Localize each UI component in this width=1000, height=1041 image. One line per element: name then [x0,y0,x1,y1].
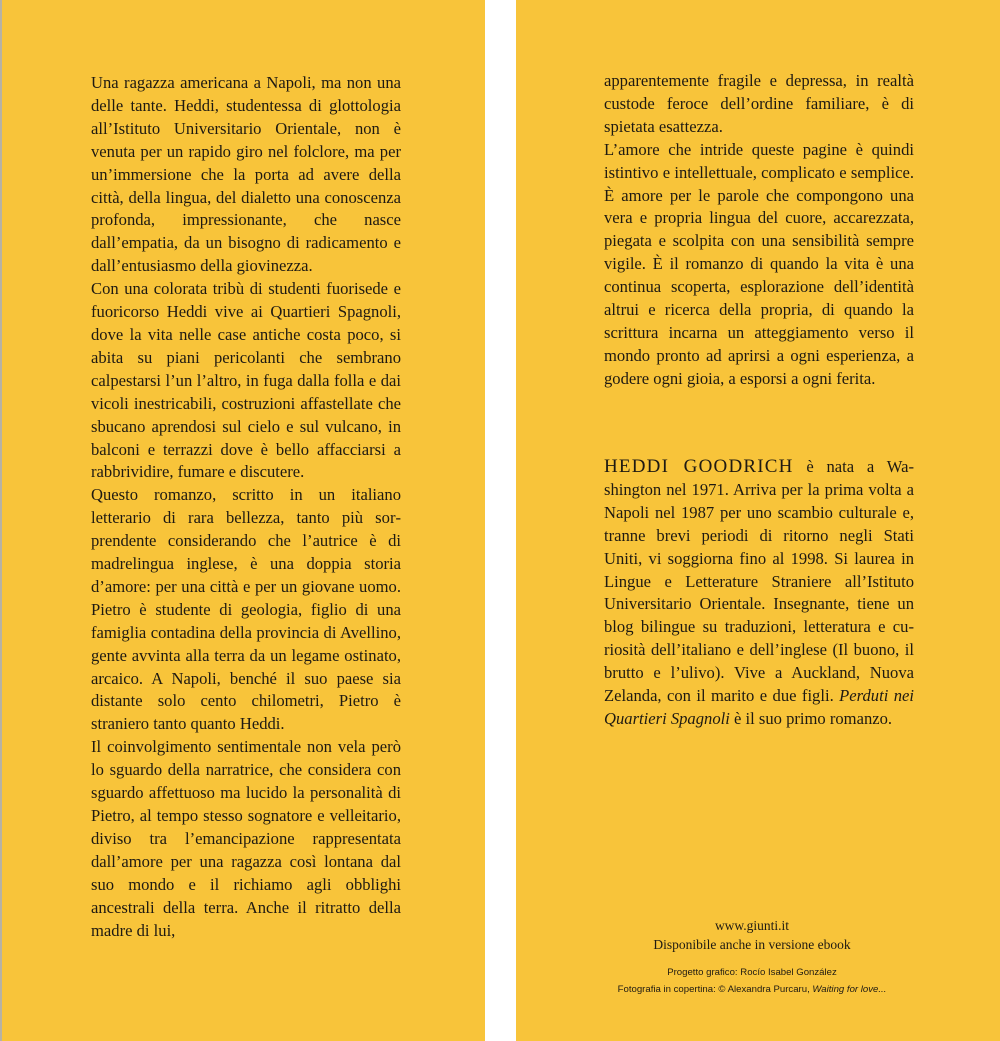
back-flap-right [516,0,1000,1041]
synopsis-paragraph-3: Questo romanzo, scritto in un italiano letterario di rara bellezza, tanto più sorprendente considerando che l’autrice è di madrelingua inglese, è una doppia storia d’amore: per una città e per un giovane uomo. Pietro è studente di geologia, figlio di una famiglia contadina della provincia di Avellino, gente avvinta alla terra da un legame ostinato, arcaico. A Napoli, benché il suo paese sia distante solo cento chilometri, Pietro è straniero tanto quanto Heddi. [91,485,401,734]
synopsis-paragraph-1: Una ragazza americana a Napoli, ma non una delle tante. Heddi, studentessa di glottologia all’Istituto Universitario Orientale, non è venuta per un rapido giro nel folclore, ma per un’immersione che la porta ad avere della città, della lingua, del dialetto una conoscenza profonda, impressionante, che nasce dall’empatia, da un bisogno di radicamento e dall’entusiasmo della giovinezza. [91,73,401,276]
book-title: Perduti nei Quartieri Spagnoli [604,686,915,728]
ebook-note: Disponibile anche in versione ebook [653,937,851,952]
credits [510,964,994,998]
photo-credit-text: Fotografia in copertina: © Alexandra Purcaru, [617,984,813,995]
synopsis-column-left [91,72,401,942]
back-flap-left [0,0,485,1041]
synopsis-column-right [604,70,914,391]
synopsis-paragraph-2: Con una colorata tribù di studenti fuorisede e fuoricorso Heddi vive ai Quartieri Spagnoli, dove la vita nelle case antiche costa poco, si abita su piani pericolanti che sembrano calpestarsi l’un l’altro, in fuga dalla folla e dai vicoli inestricabili, costruzioni affastellate che sbucano aprendosi sul cielo e sul vulcano, in balconi e terrazzi dove è bello affacciarsi a rabbrividire, fumare e discutere. [91,279,401,482]
photo-credit [510,981,994,998]
synopsis-paragraph-4: Il coinvolgimento sentimentale non vela però lo sguardo della narratrice, che considera con sguardo affettuoso ma lucido la personalità di Pietro, al tempo stesso sognatore e velleitario, diviso tra l’emancipazione rappresentata dall’amore per una ragazza così lontana dal suo mondo e il richiamo agli obblighi ancestrali della terra. Anche il ritratto della madre di lui, [91,737,401,940]
author-bio-end: è il suo primo romanzo. [729,708,893,728]
author-bio-text: è nata a Washington nel 1971. Arriva per la prima volta a Napoli nel 1987 per uno scambio culturale e, tranne brevi periodi di ritorno negli Stati Uniti, vi soggiorna fino al 1998. Si laurea in Lingue e Letterature Straniere all’Istituto Universitario Orientale. Insegnante, tiene un blog bilingue su traduzioni, letteratura e curiosità dell’italiano e dell’inglese (Il buono, il brutto e l’ulivo). Vive a Auckland, Nuova Zelanda, con il marito e due figli. [604,457,914,706]
author-name: HEDDI GOODRICH [604,456,794,477]
synopsis-paragraph-5: apparentemente fragile e depressa, in realtà custode feroce dell’ordine familiare, è di spietata esattezza. [604,71,914,136]
synopsis-paragraph-6: L’amore che intride queste pagine è quindi istintivo e intellettuale, complicato e semplice. È amore per le parole che compongono una vera e propria lingua del cuore, accarezzata, piegata e scolpita con una sensibilità sempre vigile. È il romanzo di quando la vita è una continua scoperta, esplorazione dell’identità altrui e ricerca della propria, di quando la scrittura incarna un atteggiamento verso il mondo pronto ad aprirsi a ogni esperienza, a godere ogni gioia, a esporsi a ogni ferita. [604,139,914,388]
design-credit: Progetto grafico: Rocío Isabel González [667,967,837,978]
website-link[interactable]: www.giunti.it [714,918,790,933]
publisher-info [510,916,994,954]
author-bio [604,456,914,731]
photo-title: Waiting for love... [812,984,887,995]
